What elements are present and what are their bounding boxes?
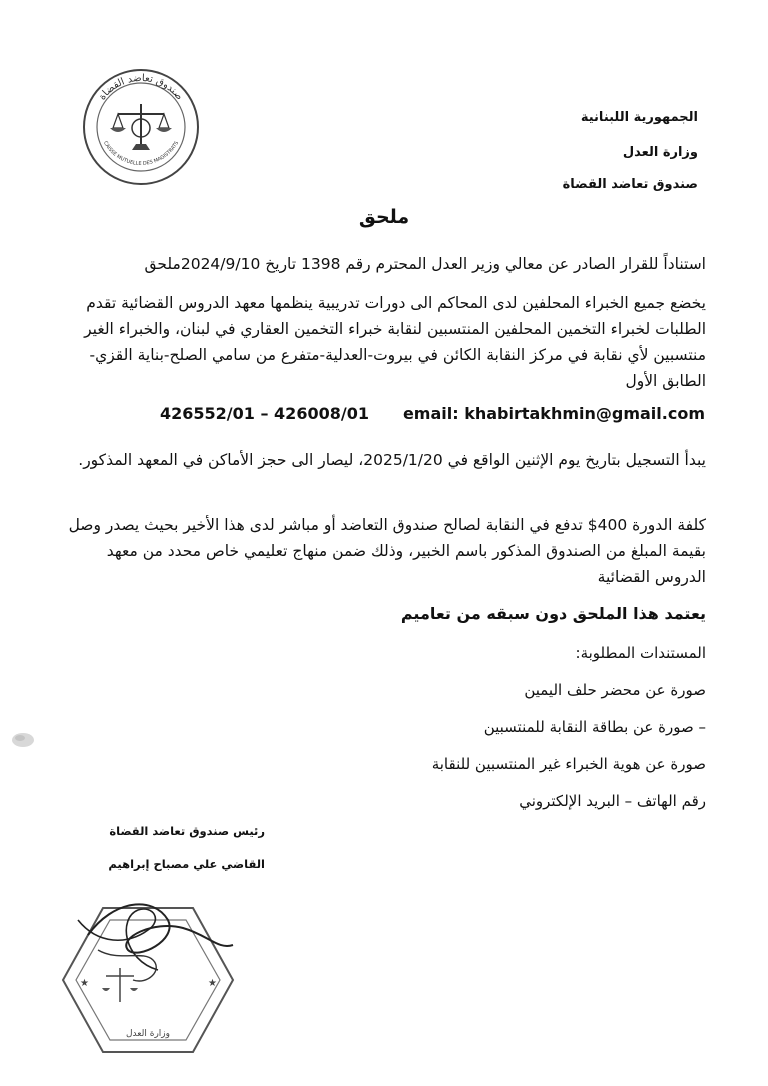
document-item: – صورة عن بطاقة النقابة للمنتسبين — [483, 718, 706, 736]
header-country: الجمهورية اللبنانية — [580, 110, 698, 125]
document-item: رقم الهاتف – البريد الإلكتروني — [519, 792, 706, 810]
svg-text:صندوق تعاضد القضاة — [97, 73, 185, 103]
signature-position: رئيس صندوق تعاضد القضاة — [109, 824, 265, 838]
adoption-note: يعتمد هذا الملحق دون سبقه من تعاميم — [400, 604, 706, 623]
header-ministry: وزارة العدل — [622, 145, 698, 160]
contact-email: email: khabirtakhmin@gmail.com — [402, 404, 705, 423]
svg-text:★: ★ — [208, 978, 217, 989]
contact-line — [160, 404, 705, 423]
signature-name: القاضي علي مصباح إبراهيم — [108, 857, 265, 871]
smudge-mark-icon — [8, 728, 38, 752]
seal-latin-text: CAISSE MUTUELLE DES MAGISTRATS — [101, 140, 181, 167]
training-paragraph: يخضع جميع الخبراء المحلفين لدى المحاكم الى دورات تدريبية ينظمها معهد الدروس القضائية تقدم الطلبات لخبراء التخمين المحلفين المنتسبين لنقابة خبراء التخمين العقاري في لبنان، والخبراء الغير منتسبين لأي نقابة في مركز النقابة الكائن في بيروت-العدلية-متفرع من سامي الصلح-بناية القزي-الطابق الأول — [84, 294, 706, 390]
document-item: صورة عن محضر حلف اليمين — [524, 681, 706, 699]
documents-heading: المستندات المطلوبة: — [575, 644, 706, 662]
svg-text:★: ★ — [80, 978, 89, 989]
document-item: صورة عن هوية الخبراء غير المنتسبين للنقابة — [431, 755, 706, 773]
document-title: ملحق — [358, 206, 410, 228]
registration-paragraph: يبدأ التسجيل بتاريخ يوم الإثنين الواقع في 2025/1/20، ليصار الى حجز الأماكن في المعهد المذكور. — [78, 451, 706, 469]
intro-paragraph: استناداً للقرار الصادر عن معالي وزير العدل المحترم رقم 1398 تاريخ 2024/9/10ملحق — [144, 255, 706, 273]
contact-phones: 426552/01 – 426008/01 — [160, 404, 369, 423]
header-fund: صندوق تعاضد القضاة — [562, 177, 698, 192]
stamp-text: وزارة العدل — [126, 1029, 170, 1039]
seal-logo-icon — [80, 66, 202, 188]
official-stamp-icon — [58, 890, 238, 1060]
cost-paragraph: كلفة الدورة 400$ تدفع في النقابة لصالح صندوق التعاضد أو مباشر لدى هذا الأخير بحيث يصدر وصل بقيمة المبلغ من الصندوق المذكور باسم الخبير، وذلك ضمن منهاج تعليمي خاص محدد من معهد الدروس القضائية — [68, 516, 706, 586]
seal-text: صندوق تعاضد القضاة — [97, 72, 185, 103]
